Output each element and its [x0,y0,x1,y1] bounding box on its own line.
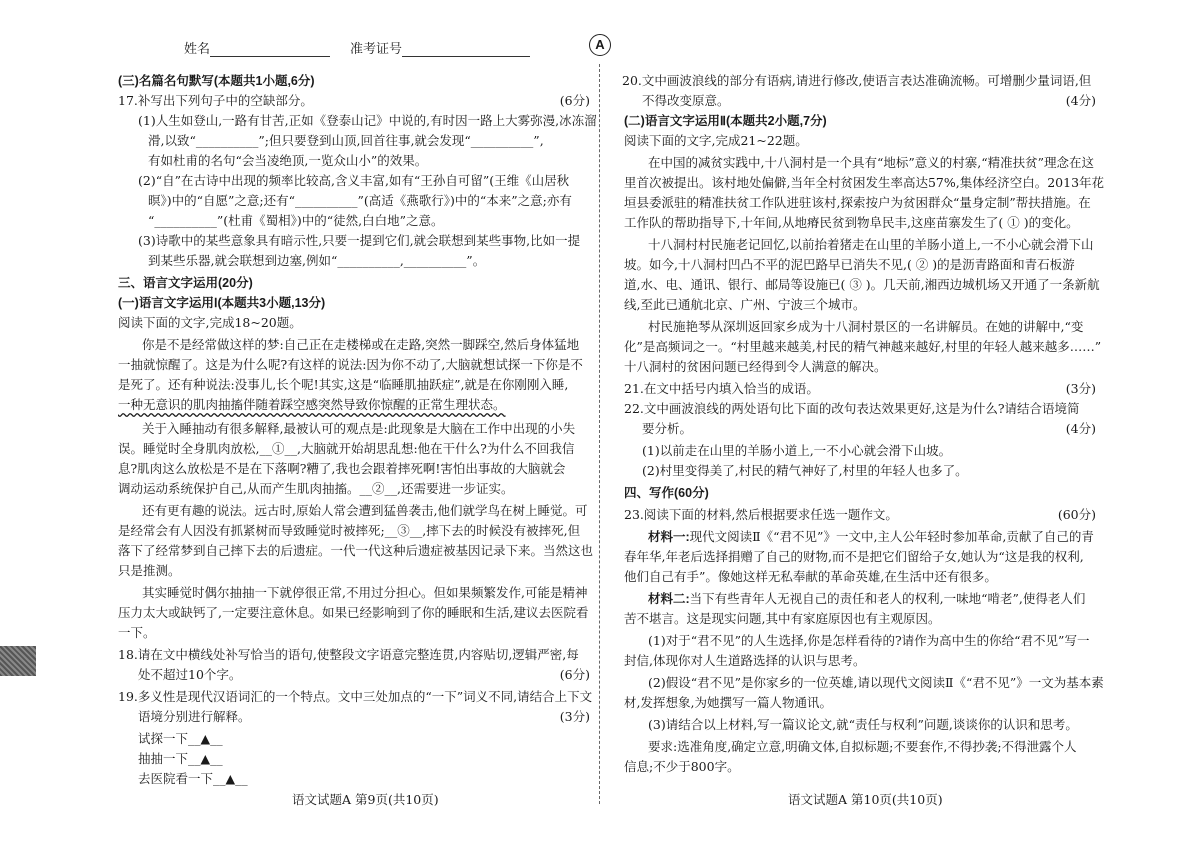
passage-line: 只是推测。 [118,563,181,578]
passage-line: 道,水、电、通讯、银行、邮局等设施已( ③ )。几天前,湘西边城机场又开通了一条新航 [624,277,1100,292]
passage-line: 还有更有趣的说法。远古时,原始人常会遭到猛兽袭击,他们就学鸟在树上睡觉。可 [142,503,588,518]
right-page-footer: 语文试题A 第10页(共10页) [788,792,943,807]
q17-item3-line2: 到某些乐器,就会联想到边塞,例如“__________,__________”。 [148,253,486,268]
q22-sentence-1: (1)以前走在山里的羊肠小道上,一不小心就会滑下山坡。 [642,443,952,458]
passage-line: 十八洞村的贫困问题已经得到令人满意的解决。 [624,359,887,374]
subsection-heading: (二)语言文字运用Ⅱ(本题共2小题,7分) [624,114,827,128]
task-2-line1: (2)假设“君不见”是你家乡的一位英雄,请以现代文阅读Ⅱ《“君不见”》一文为基本素 [648,675,1104,690]
reading-instruction: 阅读下面的文字,完成18~20题。 [118,315,302,330]
task-2-line2: 材,发挥想象,为她撰写一篇人物通讯。 [624,695,832,710]
question-18-line2: 处不超过10个字。 (6分) [138,667,590,682]
reading-instruction: 阅读下面的文字,完成21~22题。 [624,133,808,148]
section-4-heading: 四、写作(60分) [624,486,709,500]
question-22-line2: 要分析。 (4分) [642,421,1096,436]
task-1-line2: 封信,体现你对人生道路选择的认识与思考。 [624,653,866,668]
passage-line: 其实睡觉时偶尔抽抽一下就停很正常,不用过分担心。但如果频繁发作,可能是精神 [142,585,588,600]
page-divider [599,64,600,804]
passage-line: 是死了。还有种说法:没事儿,长个呢!其实,这是“临睡肌抽跃症”,就是在你刚刚入睡, [118,377,569,392]
q17-item2-line2: 暝》)中的“自愿”之意;还有“__________”(高适《燕歌行》)中的“本来”之意;亦有 [148,193,572,208]
material-1-line1: 材料一:现代文阅读Ⅱ《“君不见”》一文中,主人公年轻时参加革命,贡献了自己的青 [648,529,1094,544]
q19-answer-line[interactable]: 抽抽一下__▲__ [138,751,223,766]
passage-line: 一抽就惊醒了。这是为什么呢?有这样的说法:因为你不动了,大脑就想试探一下你是不 [118,357,583,372]
passage-line: 一下。 [118,625,156,640]
passage-line: 坡。如今,十八洞村凹凸不平的泥巴路早已消失不见,( ② )的是沥青路面和青石板游 [624,257,1075,272]
exam-header [180,38,1180,62]
question-20-line1: 20.文中画波浪线的部分有语病,请进行修改,使语言表达准确流畅。可增删少量词语,但 [622,73,1092,88]
left-page-footer: 语文试题A 第9页(共10页) [292,792,439,807]
passage-line: 里首次被提出。该村地处偏僻,当年全村贫困发生率高达57%,集体经济空白。2013年花 [624,175,1105,190]
q17-item3-line1: (3)诗歌中的某些意象具有暗示性,只要一提到它们,就会联想到某些事物,比如一提 [138,233,581,248]
exam-number-label: 准考证号 [350,42,403,57]
passage-line: 线,至此已通航北京、广州、宁波三个城市。 [624,297,866,312]
name-field [184,38,330,57]
passage-line: 垣县委派驻的精准扶贫工作队进驻该村,探索按户为贫困群众“量身定制”帮扶措施。在 [624,195,1091,210]
material-1-line3: 他们自己有手”。像她这样无私奉献的革命英雄,在生活中还有很多。 [624,569,997,584]
question-21: 21.在文中括号内填入恰当的成语。 (3分) [624,381,1096,396]
name-label: 姓名 [184,42,211,57]
passage-line: 村民施艳琴从深圳返回家乡成为十八洞村景区的一名讲解员。在她的讲解中,“变 [648,319,1084,334]
subsection-heading: (一)语言文字运用Ⅰ(本题共3小题,13分) [118,296,326,310]
question-17: 17.补写出下列句子中的空缺部分。 (6分) [118,93,590,108]
q19-answer-line[interactable]: 试探一下__▲__ [138,731,223,746]
question-18-line1: 18.请在文中横线处补写恰当的语句,使整段文字语意完整连贯,内容贴切,逻辑严密,每 [118,647,579,662]
passage-line: 调动运动系统保护自己,从而产生肌肉抽搐。__②__,还需要进一步证实。 [118,481,514,496]
material-1-line2: 春年华,年老后选择捐赠了自己的财物,而不是把它们留给子女,她认为“这是我的权利, [624,549,1084,564]
passage-line: 是经常会有人因没有抓紧树而导致睡觉时被摔死;__③__,摔下去的时候没有被摔死,但 [118,523,581,538]
question-22-line1: 22.文中画波浪线的两处语句比下面的改句表达效果更好,这是为什么?请结合语境简 [624,401,1080,416]
q17-item1-line1: (1)人生如登山,一路有甘苦,正如《登泰山记》中说的,有时因一路上大雾弥漫,冰冻溜 [138,113,597,128]
question-19-line2: 语境分别进行解释。 (3分) [138,709,590,724]
side-marker [0,646,36,676]
passage-line: 在中国的减贫实践中,十八洞村是一个具有“地标”意义的村寨,“精准扶贫”理念在这 [648,155,1095,170]
q19-answer-line[interactable]: 去医院看一下__▲__ [138,771,248,786]
passage-line: 关于入睡抽动有很多解释,最被认可的观点是:此现象是大脑在工作中出现的小失 [142,421,576,436]
question-19-line1: 19.多义性是现代汉语词汇的一个特点。文中三处加点的“一下”词义不同,请结合上下文 [118,689,593,704]
passage-line: 化”是高频词之一。“村里越来越美,村民的精气神越来越好,村里的年轻人越来越多……” [624,339,1102,354]
passage-line: 十八洞村村民施老记回忆,以前抬着猪走在山里的羊肠小道上,一不小心就会滑下山 [648,237,1094,252]
requirement-line1: 要求:选准角度,确定立意,明确文体,自拟标题;不要套作,不得抄袭;不得泄露个人 [648,739,1077,754]
material-2-line2: 苦不堪言。这是现实问题,其中有家庭原因也有主观原因。 [624,611,941,626]
version-badge: A [589,34,611,56]
q17-item2-line3: “__________”(杜甫《蜀相》)中的“徒然,白白地”之意。 [148,213,444,228]
q22-sentence-2: (2)村里变得美了,村民的精气神好了,村里的年轻人也多了。 [642,463,968,478]
passage-line: 压力太大或缺钙了,一定要注意休息。如果已经影响到了你的睡眠和生活,建议去医院看 [118,605,589,620]
passage-line: 息?肌肉这么放松是不是在下落啊?糟了,我也会跟着摔死啊!害怕出事故的大脑就会 [118,461,566,476]
passage-line: 误。睡觉时全身肌肉放松,__①__,大脑就开始胡思乱想:他在干什么?为什么不回我信 [118,441,575,456]
q17-item2-line1: (2)“自”在古诗中出现的频率比较高,含义丰富,如有“王孙自可留”(王维《山居秋 [138,173,570,188]
q17-item1-line3: 有如杜甫的名句“会当凌绝顶,一览众山小”的效果。 [148,153,428,168]
requirement-line2: 信息;不少于800字。 [624,759,740,774]
section-heading: (三)名篇名句默写(本题共1小题,6分) [118,74,315,88]
task-3-line1: (3)请结合以上材料,写一篇议论文,就“责任与权利”问题,谈谈你的认识和思考。 [648,717,1078,732]
task-1-line1: (1)对于“君不见”的人生选择,你是怎样看待的?请作为高中生的你给“君不见”写一 [648,633,1090,648]
exam-number-field [350,38,530,57]
passage-line-wavy: 一种无意识的肌肉抽搐伴随着踩空感突然导致你惊醒的正常生理状态。 [118,397,506,412]
passage-line: 工作队的帮助指导下,十年间,从地瘠民贫到物阜民丰,这座苗寨发生了( ① )的变化。 [624,215,1079,230]
question-20-line2: 不得改变原意。 (4分) [642,93,1096,108]
passage-line: 你是不是经常做这样的梦:自己正在走楼梯或在走路,突然一脚踩空,然后身体猛地 [142,337,580,352]
q17-item1-line2: 滑,以致“__________”;但只要登到山顶,回首往事,就会发现“__________”, [148,133,544,148]
question-23: 23.阅读下面的材料,然后根据要求任选一题作文。 (60分) [624,507,1096,522]
passage-line: 落下了经常梦到自己摔下去的后遗症。一代一代这种后遗症被基因记录下来。当然这也 [118,543,594,558]
section-3-heading: 三、语言文字运用(20分) [118,276,253,290]
material-2-line1: 材料二:当下有些青年人无视自己的责任和老人的权利,一味地“啃老”,使得老人们 [648,591,1086,606]
